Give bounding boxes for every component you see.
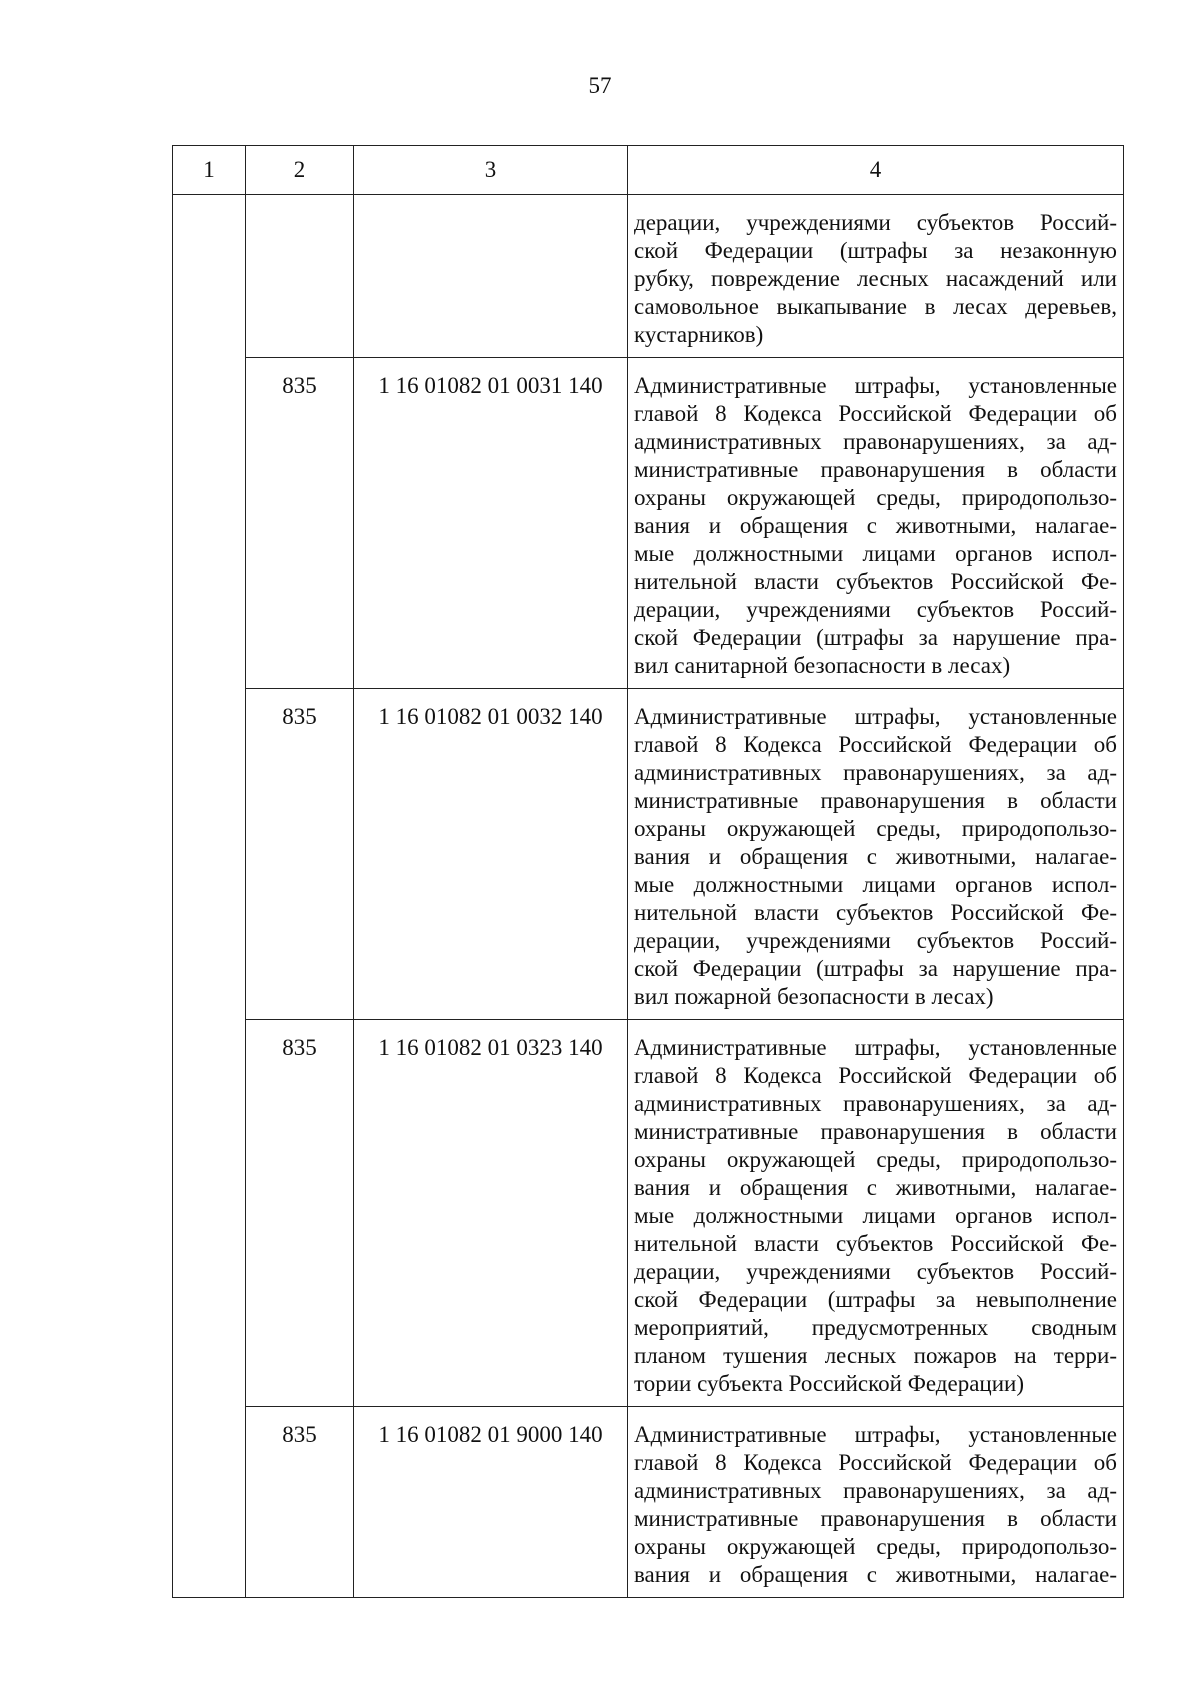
- description-line: вания и обращения с животными, налагае-: [634, 513, 1117, 538]
- description-line: административных правонарушениях, за ад-: [634, 429, 1117, 454]
- cell-kbk-code: 1 16 01082 01 0031 140: [354, 358, 628, 689]
- description-line: нительной власти субъектов Российской Фе-: [634, 569, 1117, 594]
- description-line: нительной власти субъектов Российской Фе-: [634, 900, 1117, 925]
- description-line: планом тушения лесных пожаров на терри-: [634, 1343, 1117, 1368]
- description-line: главой 8 Кодекса Российской Федерации об: [634, 732, 1117, 757]
- description-line: ской Федерации (штрафы за невыполнение: [634, 1287, 1117, 1312]
- description-line: тории субъекта Российской Федерации): [634, 1371, 1024, 1396]
- description-line: министративные правонарушения в области: [634, 1119, 1117, 1144]
- cell-admin-code: [246, 195, 354, 358]
- cell-admin-code: 835: [246, 1407, 354, 1598]
- table-body: [173, 195, 1124, 1598]
- cell-description: [628, 1407, 1124, 1598]
- description-line: дерации, учреждениями субъектов Россий-: [634, 1259, 1117, 1284]
- description-line: охраны окружающей среды, природопользо-: [634, 1534, 1117, 1559]
- cell-empty-col-1: [173, 1407, 246, 1598]
- description-line: дерации, учреждениями субъектов Россий-: [634, 597, 1117, 622]
- description-line: главой 8 Кодекса Российской Федерации об: [634, 401, 1117, 426]
- description-line: административных правонарушениях, за ад-: [634, 1091, 1117, 1116]
- description-line: министративные правонарушения в области: [634, 788, 1117, 813]
- cell-kbk-code: [354, 195, 628, 358]
- header-col-4: 4: [628, 146, 1124, 195]
- description-line: министративные правонарушения в области: [634, 1506, 1117, 1531]
- cell-description: [628, 689, 1124, 1020]
- description-line: охраны окружающей среды, природопользо-: [634, 816, 1117, 841]
- description-line: мые должностными лицами органов испол-: [634, 541, 1117, 566]
- description-line: ской Федерации (штрафы за нарушение пра-: [634, 956, 1117, 981]
- description-line: охраны окружающей среды, природопользо-: [634, 485, 1117, 510]
- description-line: мые должностными лицами органов испол-: [634, 872, 1117, 897]
- table-row: [173, 1407, 1124, 1598]
- table-row: [173, 689, 1124, 1020]
- description-line: вания и обращения с животными, налагае-: [634, 1562, 1117, 1587]
- header-col-3: 3: [354, 146, 628, 195]
- table-header-row: [173, 146, 1124, 195]
- cell-description: [628, 1020, 1124, 1407]
- description-line: охраны окружающей среды, природопользо-: [634, 1147, 1117, 1172]
- cell-admin-code: 835: [246, 358, 354, 689]
- cell-description: [628, 195, 1124, 358]
- description-line: дерации, учреждениями субъектов Россий-: [634, 210, 1117, 235]
- header-col-2: 2: [246, 146, 354, 195]
- cell-empty-col-1: [173, 1020, 246, 1407]
- description-line: министративные правонарушения в области: [634, 457, 1117, 482]
- description-line: мероприятий, предусмотренных сводным: [634, 1315, 1117, 1340]
- description-line: самовольное выкапывание в лесах деревьев,: [634, 294, 1117, 319]
- cell-admin-code: 835: [246, 1020, 354, 1407]
- description-line: вил санитарной безопасности в лесах): [634, 653, 1011, 678]
- table-row: [173, 1020, 1124, 1407]
- header-col-1: 1: [173, 146, 246, 195]
- description-line: административных правонарушениях, за ад-: [634, 1478, 1117, 1503]
- description-line: вил пожарной безопасности в лесах): [634, 984, 994, 1009]
- description-line: ской Федерации (штрафы за незаконную: [634, 238, 1117, 263]
- description-line: Административные штрафы, установленные: [634, 1422, 1117, 1447]
- description-line: Административные штрафы, установленные: [634, 1035, 1117, 1060]
- cell-kbk-code: 1 16 01082 01 0323 140: [354, 1020, 628, 1407]
- description-line: мые должностными лицами органов испол-: [634, 1203, 1117, 1228]
- description-line: Административные штрафы, установленные: [634, 373, 1117, 398]
- cell-empty-col-1: [173, 689, 246, 1020]
- cell-empty-col-1: [173, 358, 246, 689]
- description-line: дерации, учреждениями субъектов Россий-: [634, 928, 1117, 953]
- cell-empty-col-1: [173, 195, 246, 358]
- description-line: главой 8 Кодекса Российской Федерации об: [634, 1450, 1117, 1475]
- description-line: кустарников): [634, 322, 764, 347]
- description-line: Административные штрафы, установленные: [634, 704, 1117, 729]
- kbk-table: [172, 145, 1124, 1598]
- cell-kbk-code: 1 16 01082 01 9000 140: [354, 1407, 628, 1598]
- page-number: 57: [588, 73, 612, 98]
- description-line: вания и обращения с животными, налагае-: [634, 844, 1117, 869]
- table-row: [173, 195, 1124, 358]
- description-line: ской Федерации (штрафы за нарушение пра-: [634, 625, 1117, 650]
- description-line: административных правонарушениях, за ад-: [634, 760, 1117, 785]
- cell-admin-code: 835: [246, 689, 354, 1020]
- cell-kbk-code: 1 16 01082 01 0032 140: [354, 689, 628, 1020]
- description-line: главой 8 Кодекса Российской Федерации об: [634, 1063, 1117, 1088]
- cell-description: [628, 358, 1124, 689]
- description-line: нительной власти субъектов Российской Фе-: [634, 1231, 1117, 1256]
- table-row: [173, 358, 1124, 689]
- description-line: вания и обращения с животными, налагае-: [634, 1175, 1117, 1200]
- description-line: рубку, повреждение лесных насаждений или: [634, 266, 1117, 291]
